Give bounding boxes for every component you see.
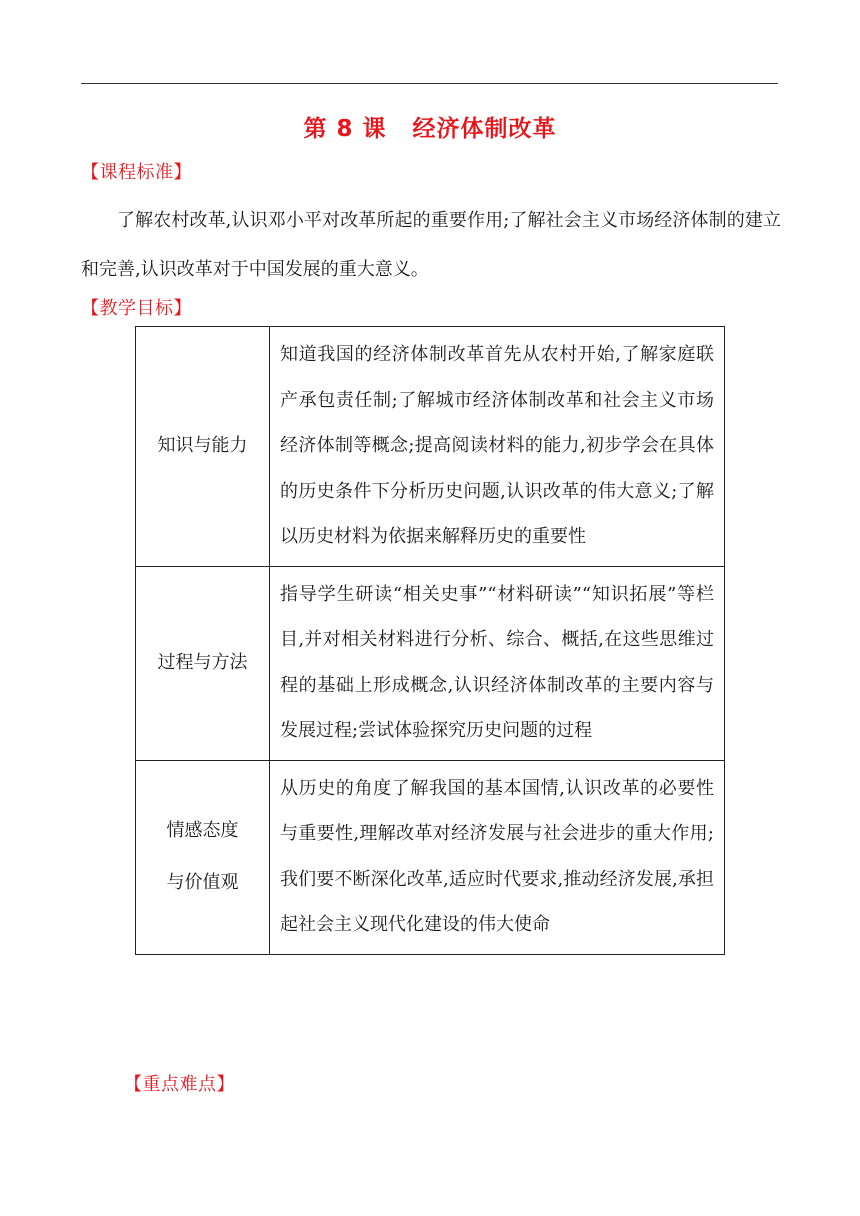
table-row bbox=[136, 566, 725, 760]
objective-content-process: 指导学生研读“相关史事”“材料研读”“知识拓展”等栏目,并对相关材料进行分析、综合、概括,在这些思维过程的基础上形成概念,认识经济体制改革的主要内容与发展过程;尝试体验探究历史问题的过程 bbox=[270, 566, 725, 760]
label-line: 与价值观 bbox=[166, 872, 239, 893]
label-line: 知识与能力 bbox=[157, 435, 248, 457]
lesson-number: 第 8 课 bbox=[303, 116, 387, 142]
header-rule bbox=[81, 83, 778, 84]
label-line: 情感态度 bbox=[166, 820, 239, 841]
curriculum-standard-heading: 【课程标准】 bbox=[81, 162, 192, 183]
objective-label-values bbox=[136, 760, 270, 954]
objective-content-values: 从历史的角度了解我国的基本国情,认识改革的必要性与重要性,理解改革对经济发展与社会进步的重大作用;我们要不断深化改革,适应时代要求,推动经济发展,承担起社会主义现代化建设的伟大使命 bbox=[270, 760, 725, 954]
table-row bbox=[136, 760, 725, 954]
curriculum-standard-text: 了解农村改革,认识邓小平对改革所起的重要作用;了解社会主义市场经济体制的建立和完善,认识改革对于中国发展的重大意义。 bbox=[81, 210, 781, 280]
table-row bbox=[136, 327, 725, 567]
label-line: 过程与方法 bbox=[157, 652, 248, 673]
lesson-topic: 经济体制改革 bbox=[412, 116, 557, 142]
objective-content-knowledge: 知道我国的经济体制改革首先从农村开始,了解家庭联产承包责任制;了解城市经济体制改革和社会主义市场经济体制等概念;提高阅读材料的能力,初步学会在具体的历史条件下分析历史问题,认识改革的伟大意义;了解以历史材料为依据来解释历史的重要性 bbox=[270, 327, 725, 567]
objective-label-knowledge bbox=[136, 327, 270, 567]
lesson-title bbox=[0, 110, 860, 143]
objectives-table bbox=[135, 326, 725, 955]
teaching-objectives-heading: 【教学目标】 bbox=[81, 298, 192, 319]
key-points-heading: 【重点难点】 bbox=[124, 1074, 235, 1095]
objective-label-process bbox=[136, 566, 270, 760]
